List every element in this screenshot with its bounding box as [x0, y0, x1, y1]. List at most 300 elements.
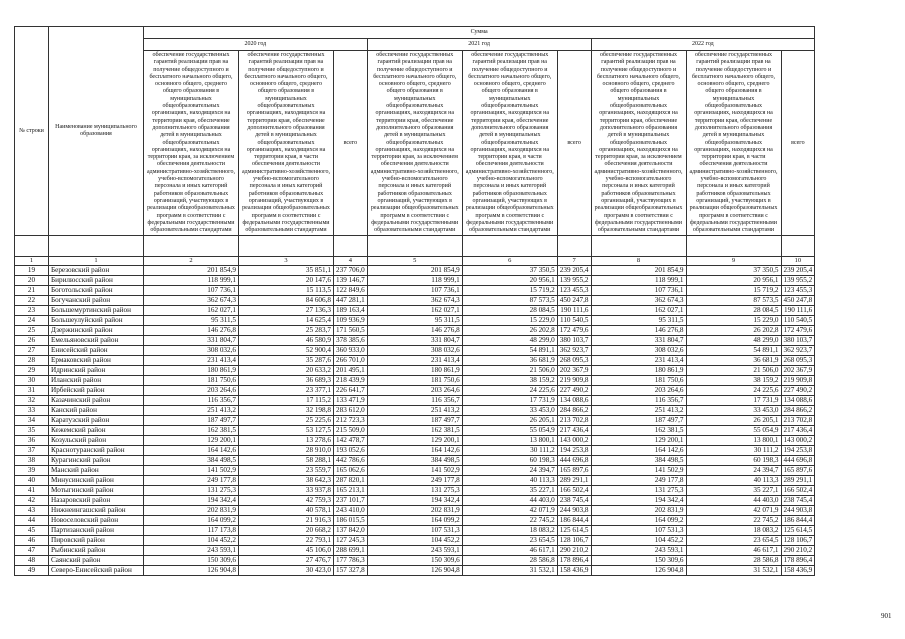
value-cell: 178 896,4 [781, 556, 815, 566]
value-cell: 40 113,3 [686, 476, 781, 486]
value-cell: 142 478,7 [334, 436, 368, 446]
value-cell: 42 759,3 [239, 496, 334, 506]
value-cell: 44 403,0 [462, 496, 557, 506]
value-cell: 201 495,1 [334, 366, 368, 376]
municipality-name-cell: Емельяновский район [49, 336, 144, 346]
municipality-name-cell: Иланский район [49, 376, 144, 386]
table-row [15, 286, 815, 296]
value-cell: 131 275,3 [367, 486, 462, 496]
value-cell: 14 625,4 [239, 316, 334, 326]
table-body [15, 27, 815, 576]
value-cell: 180 861,9 [367, 366, 462, 376]
value-cell: 21 506,0 [686, 366, 781, 376]
value-cell: 164 099,2 [144, 516, 239, 526]
value-cell: 362 674,3 [144, 296, 239, 306]
spacer-cell [462, 236, 557, 257]
value-cell: 244 903,8 [557, 506, 591, 516]
value-cell: 331 804,7 [591, 336, 686, 346]
row-number-cell: 48 [15, 556, 49, 566]
value-cell: 109 936,9 [334, 316, 368, 326]
value-cell: 95 311,5 [591, 316, 686, 326]
value-cell: 27 476,7 [239, 556, 334, 566]
value-cell: 133 471,9 [334, 396, 368, 406]
value-cell: 187 497,7 [367, 416, 462, 426]
value-cell: 213 702,8 [557, 416, 591, 426]
value-cell: 284 866,2 [781, 406, 815, 416]
table-row [15, 426, 815, 436]
column-index: 10 [781, 257, 815, 266]
value-cell: 44 403,0 [686, 496, 781, 506]
value-cell: 194 253,8 [557, 446, 591, 456]
value-cell: 33 937,8 [239, 486, 334, 496]
value-cell: 55 054,9 [462, 426, 557, 436]
row-number-cell: 45 [15, 526, 49, 536]
value-cell: 150 309,6 [591, 556, 686, 566]
value-cell: 20 956,1 [686, 276, 781, 286]
value-cell: 58 288,1 [239, 456, 334, 466]
header-row-number: № строки [15, 27, 49, 236]
table-row [15, 316, 815, 326]
value-cell: 125 614,5 [781, 526, 815, 536]
value-cell: 24 225,6 [462, 386, 557, 396]
value-cell: 42 071,9 [462, 506, 557, 516]
value-cell: 164 099,2 [367, 516, 462, 526]
row-number-cell: 23 [15, 306, 49, 316]
value-cell: 308 032,6 [144, 346, 239, 356]
table-row [15, 536, 815, 546]
value-cell: 186 844,4 [781, 516, 815, 526]
value-cell: 139 146,7 [334, 276, 368, 286]
column-index: 8 [591, 257, 686, 266]
spacer-cell [144, 236, 239, 257]
row-number-cell: 25 [15, 326, 49, 336]
value-cell: 190 111,6 [781, 306, 815, 316]
table-row [15, 556, 815, 566]
value-cell: 139 955,2 [557, 276, 591, 286]
row-number-cell: 40 [15, 476, 49, 486]
value-cell: 15 229,0 [686, 316, 781, 326]
value-cell: 166 502,4 [781, 486, 815, 496]
row-number-cell: 43 [15, 506, 49, 516]
header-row-sum [15, 27, 815, 39]
value-cell: 143 000,2 [781, 436, 815, 446]
value-cell: 46 580,9 [239, 336, 334, 346]
value-cell: 35 227,1 [462, 486, 557, 496]
value-cell: 128 106,7 [557, 536, 591, 546]
municipality-name-cell: Партизанский район [49, 526, 144, 536]
value-cell: 110 540,5 [781, 316, 815, 326]
value-cell: 28 084,5 [686, 306, 781, 316]
municipality-name-cell: Курагинский район [49, 456, 144, 466]
municipality-name-cell: Ирбейский район [49, 386, 144, 396]
value-cell: 54 891,1 [462, 346, 557, 356]
value-cell: 203 264,6 [144, 386, 239, 396]
value-cell: 362 923,7 [781, 346, 815, 356]
header-2020-sub-b: обеспечение государственных гарантий реализации прав на получение общедоступного и бесплатного начального общего, основного общего, среднего общего образования в муниципальных общеобразовательных организациях, находящихся на территории края, обеспечение дополнительного образования детей в муниципальных общеобразовательных организациях, находящихся на территории края, в части обеспечения деятельности административно-хозяйственного, учебно-вспомогательного персонала и иных категорий работников образовательных организаций, участвующих в реализации общеобразовательных программ в соответствии с федеральными государственными образовательными стандартами [239, 51, 334, 236]
municipality-name-cell: Енисейский район [49, 346, 144, 356]
municipality-name-cell: Боготольский район [49, 286, 144, 296]
value-cell: 87 573,5 [462, 296, 557, 306]
row-number-cell: 32 [15, 396, 49, 406]
value-cell: 38 642,3 [239, 476, 334, 486]
value-cell: 20 956,1 [462, 276, 557, 286]
column-index: 7 [557, 257, 591, 266]
row-number-cell: 22 [15, 296, 49, 306]
value-cell: 26 202,8 [686, 326, 781, 336]
table-row [15, 476, 815, 486]
value-cell: 283 612,0 [334, 406, 368, 416]
municipality-name-cell: Манский район [49, 466, 144, 476]
value-cell: 110 540,5 [557, 316, 591, 326]
value-cell: 181 750,6 [144, 376, 239, 386]
value-cell: 227 490,2 [557, 386, 591, 396]
value-cell: 202 831,9 [591, 506, 686, 516]
value-cell: 31 532,1 [462, 566, 557, 576]
value-cell: 217 436,4 [781, 426, 815, 436]
value-cell: 24 394,7 [686, 466, 781, 476]
municipality-name-cell: Краснотуранский район [49, 446, 144, 456]
value-cell: 165 897,6 [781, 466, 815, 476]
row-number-cell: 42 [15, 496, 49, 506]
value-cell: 116 356,7 [367, 396, 462, 406]
table-row [15, 366, 815, 376]
value-cell: 118 999,1 [367, 276, 462, 286]
value-cell: 203 264,6 [367, 386, 462, 396]
header-spacer-row [15, 236, 815, 257]
municipality-name-cell: Новоселовский район [49, 516, 144, 526]
spacer-cell [557, 236, 591, 257]
value-cell: 178 896,4 [557, 556, 591, 566]
value-cell: 219 909,8 [557, 376, 591, 386]
value-cell: 251 413,2 [591, 406, 686, 416]
value-cell: 378 385,6 [334, 336, 368, 346]
table-row [15, 446, 815, 456]
municipality-name-cell: Канский район [49, 406, 144, 416]
value-cell: 24 394,7 [462, 466, 557, 476]
municipality-name-cell: Рыбинский район [49, 546, 144, 556]
value-cell: 129 200,1 [367, 436, 462, 446]
table-row [15, 526, 815, 536]
row-number-cell: 19 [15, 266, 49, 276]
value-cell: 202 831,9 [367, 506, 462, 516]
value-cell: 23 654,5 [462, 536, 557, 546]
row-number-cell: 27 [15, 346, 49, 356]
value-cell: 25 283,7 [239, 326, 334, 336]
value-cell: 23 377,1 [239, 386, 334, 396]
municipality-name-cell: Березовский район [49, 266, 144, 276]
spacer-cell [686, 236, 781, 257]
value-cell: 231 413,4 [367, 356, 462, 366]
value-cell: 362 923,7 [557, 346, 591, 356]
value-cell: 46 617,1 [686, 546, 781, 556]
value-cell: 165 897,6 [557, 466, 591, 476]
municipality-name-cell: Богучанский район [49, 296, 144, 306]
municipality-name-cell: Бирилюсский район [49, 276, 144, 286]
value-cell: 227 490,2 [781, 386, 815, 396]
value-cell: 25 225,6 [239, 416, 334, 426]
value-cell: 17 731,9 [462, 396, 557, 406]
header-2020-sub-a: обеспечение государственных гарантий реализации прав на получение общедоступного и бесплатного начального общего, основного общего, среднего общего образования в муниципальных общеобразовательных организациях, находящихся на территории края, обеспечение дополнительного образования детей в муниципальных общеобразовательных организациях, находящихся на территории края, за исключением обеспечения деятельности административно-хозяйственного, учебно-вспомогательного персонала и иных категорий работников образовательных организаций, участвующих в реализации общеобразовательных программ в соответствии с федеральными государственными образовательными стандартами [144, 51, 239, 236]
value-cell: 40 578,1 [239, 506, 334, 516]
value-cell: 380 103,7 [781, 336, 815, 346]
value-cell: 268 095,3 [557, 356, 591, 366]
value-cell: 249 177,8 [591, 476, 686, 486]
value-cell: 53 127,5 [239, 426, 334, 436]
value-cell: 24 225,6 [686, 386, 781, 396]
value-cell: 164 142,6 [144, 446, 239, 456]
header-municipality-name: Наименование муниципального образования [49, 27, 144, 236]
spacer-cell [781, 236, 815, 257]
value-cell: 239 205,4 [557, 266, 591, 276]
value-cell: 239 205,4 [781, 266, 815, 276]
value-cell: 127 245,3 [334, 536, 368, 546]
value-cell: 30 111,2 [462, 446, 557, 456]
header-2022-sub-b: обеспечение государственных гарантий реализации прав на получение общедоступного и бесплатного начального общего, основного общего, среднего общего образования в муниципальных общеобразовательных организациях, находящихся на территории края, обеспечение дополнительного образования детей в муниципальных общеобразовательных организациях, находящихся на территории края, в части обеспечения деятельности административно-хозяйственного, учебно-вспомогательного персонала и иных категорий работников образовательных организаций, участвующих в реализации общеобразовательных программ в соответствии с федеральными государственными образовательными стандартами [686, 51, 781, 236]
value-cell: 18 083,2 [686, 526, 781, 536]
value-cell: 158 436,9 [781, 566, 815, 576]
value-cell: 60 198,3 [462, 456, 557, 466]
value-cell: 60 198,3 [686, 456, 781, 466]
value-cell: 126 904,8 [591, 566, 686, 576]
header-2022-total: всего [781, 51, 815, 236]
value-cell: 194 342,4 [591, 496, 686, 506]
value-cell: 129 200,1 [591, 436, 686, 446]
column-index-row [15, 257, 815, 266]
row-number-cell: 38 [15, 456, 49, 466]
value-cell: 131 275,3 [591, 486, 686, 496]
value-cell: 128 106,7 [781, 536, 815, 546]
value-cell: 15 719,2 [462, 286, 557, 296]
value-cell: 162 027,1 [144, 306, 239, 316]
value-cell: 95 311,5 [144, 316, 239, 326]
value-cell: 157 327,8 [334, 566, 368, 576]
value-cell: 36 689,3 [239, 376, 334, 386]
value-cell: 201 854,9 [144, 266, 239, 276]
spacer-cell [591, 236, 686, 257]
header-2021-sub-a: обеспечение государственных гарантий реализации прав на получение общедоступного и бесплатного начального общего, основного общего, среднего общего образования в муниципальных общеобразовательных организациях, находящихся на территории края, обеспечение дополнительного образования детей в муниципальных общеобразовательных организациях, находящихся на территории края, за исключением обеспечения деятельности административно-хозяйственного, учебно-вспомогательного персонала и иных категорий работников образовательных организаций, участвующих в реализации общеобразовательных программ в соответствии с федеральными государственными образовательными стандартами [367, 51, 462, 236]
value-cell: 48 299,0 [462, 336, 557, 346]
value-cell: 13 278,6 [239, 436, 334, 446]
value-cell: 180 861,9 [144, 366, 239, 376]
table-row [15, 496, 815, 506]
header-2021-total: всего [557, 51, 591, 236]
row-number-cell: 39 [15, 466, 49, 476]
row-number-cell: 37 [15, 446, 49, 456]
value-cell: 187 497,7 [591, 416, 686, 426]
value-cell: 20 147,6 [239, 276, 334, 286]
value-cell: 450 247,8 [557, 296, 591, 306]
value-cell: 48 299,0 [686, 336, 781, 346]
value-cell: 290 210,2 [557, 546, 591, 556]
value-cell: 17 731,9 [686, 396, 781, 406]
value-cell: 123 455,3 [557, 286, 591, 296]
value-cell: 22 793,1 [239, 536, 334, 546]
value-cell: 238 745,4 [557, 496, 591, 506]
value-cell: 172 479,6 [781, 326, 815, 336]
value-cell: 139 955,2 [781, 276, 815, 286]
value-cell: 146 276,8 [144, 326, 239, 336]
column-index: 1 [49, 257, 144, 266]
value-cell: 217 436,4 [557, 426, 591, 436]
value-cell: 150 309,6 [144, 556, 239, 566]
value-cell: 28 084,5 [462, 306, 557, 316]
value-cell: 266 701,0 [334, 356, 368, 366]
value-cell: 194 253,8 [781, 446, 815, 456]
value-cell: 202 367,9 [781, 366, 815, 376]
value-cell: 37 350,5 [686, 266, 781, 276]
value-cell: 84 606,8 [239, 296, 334, 306]
value-cell: 107 736,1 [367, 286, 462, 296]
municipality-name-cell: Казачинский район [49, 396, 144, 406]
column-index: 5 [367, 257, 462, 266]
row-number-cell: 28 [15, 356, 49, 366]
budget-table-page [14, 26, 815, 576]
value-cell: 30 111,2 [686, 446, 781, 456]
value-cell: 27 136,3 [239, 306, 334, 316]
value-cell: 181 750,6 [591, 376, 686, 386]
value-cell: 162 027,1 [367, 306, 462, 316]
value-cell: 15 113,5 [239, 286, 334, 296]
column-index: 6 [462, 257, 557, 266]
value-cell: 243 593,1 [591, 546, 686, 556]
value-cell: 450 247,8 [781, 296, 815, 306]
value-cell: 219 909,8 [781, 376, 815, 386]
value-cell: 15 719,2 [686, 286, 781, 296]
row-number-cell: 33 [15, 406, 49, 416]
value-cell: 28 910,0 [239, 446, 334, 456]
value-cell: 172 479,6 [557, 326, 591, 336]
value-cell: 20 633,2 [239, 366, 334, 376]
value-cell: 116 356,7 [144, 396, 239, 406]
value-cell: 290 210,2 [781, 546, 815, 556]
value-cell: 107 736,1 [591, 286, 686, 296]
row-number-cell: 36 [15, 436, 49, 446]
value-cell: 118 999,1 [144, 276, 239, 286]
table-row [15, 466, 815, 476]
table-row [15, 326, 815, 336]
table-row [15, 436, 815, 446]
row-number-cell: 31 [15, 386, 49, 396]
table-row [15, 266, 815, 276]
value-cell: 384 498,5 [144, 456, 239, 466]
municipality-name-cell: Нижнеингашский район [49, 506, 144, 516]
value-cell: 134 088,6 [781, 396, 815, 406]
value-cell: 268 095,3 [781, 356, 815, 366]
value-cell: 23 559,7 [239, 466, 334, 476]
row-number-cell: 20 [15, 276, 49, 286]
municipality-name-cell: Минусинский район [49, 476, 144, 486]
value-cell: 177 786,3 [334, 556, 368, 566]
value-cell: 165 213,1 [334, 486, 368, 496]
value-cell: 26 205,1 [462, 416, 557, 426]
value-cell: 118 999,1 [591, 276, 686, 286]
value-cell: 17 115,2 [239, 396, 334, 406]
value-cell: 194 342,4 [367, 496, 462, 506]
column-index: 2 [144, 257, 239, 266]
value-cell: 143 000,2 [557, 436, 591, 446]
value-cell: 231 413,4 [591, 356, 686, 366]
value-cell: 362 674,3 [367, 296, 462, 306]
value-cell: 194 342,4 [144, 496, 239, 506]
column-index: 1 [15, 257, 49, 266]
value-cell: 289 291,1 [781, 476, 815, 486]
value-cell: 308 032,6 [367, 346, 462, 356]
value-cell: 18 083,2 [462, 526, 557, 536]
value-cell: 36 681,9 [686, 356, 781, 366]
value-cell: 186 844,4 [557, 516, 591, 526]
value-cell: 288 699,1 [334, 546, 368, 556]
table-row [15, 386, 815, 396]
value-cell: 203 264,6 [591, 386, 686, 396]
table-row [15, 516, 815, 526]
value-cell: 226 641,7 [334, 386, 368, 396]
table-row [15, 566, 815, 576]
value-cell: 37 350,5 [462, 266, 557, 276]
page-number: 901 [881, 612, 892, 620]
municipality-name-cell: Саянский район [49, 556, 144, 566]
spacer-cell [239, 236, 334, 257]
value-cell: 193 052,6 [334, 446, 368, 456]
value-cell: 190 111,6 [557, 306, 591, 316]
value-cell: 104 452,2 [591, 536, 686, 546]
row-number-cell: 30 [15, 376, 49, 386]
value-cell: 126 904,8 [367, 566, 462, 576]
value-cell: 218 439,9 [334, 376, 368, 386]
row-number-cell: 26 [15, 336, 49, 346]
value-cell: 54 891,1 [686, 346, 781, 356]
value-cell: 35 227,1 [686, 486, 781, 496]
value-cell: 15 229,0 [462, 316, 557, 326]
header-year-2020: 2020 год [144, 39, 368, 51]
value-cell: 186 015,5 [334, 516, 368, 526]
value-cell: 123 455,3 [781, 286, 815, 296]
spacer-cell [49, 236, 144, 257]
value-cell: 251 413,2 [367, 406, 462, 416]
header-2022-sub-a: обеспечение государственных гарантий реализации прав на получение общедоступного и бесплатного начального общего, основного общего, среднего общего образования в муниципальных общеобразовательных организациях, находящихся на территории края, обеспечение дополнительного образования детей в муниципальных общеобразовательных организациях, находящихся на территории края, за исключением обеспечения деятельности административно-хозяйственного, учебно-вспомогательного персонала и иных категорий работников образовательных организаций, участвующих в реализации общеобразовательных программ в соответствии с федеральными государственными образовательными стандартами [591, 51, 686, 236]
value-cell: 23 654,5 [686, 536, 781, 546]
value-cell: 237 101,7 [334, 496, 368, 506]
table-row [15, 486, 815, 496]
value-cell: 164 099,2 [591, 516, 686, 526]
value-cell: 380 103,7 [557, 336, 591, 346]
value-cell: 384 498,5 [367, 456, 462, 466]
value-cell: 237 706,0 [334, 266, 368, 276]
municipality-name-cell: Каратузский район [49, 416, 144, 426]
spacer-cell [334, 236, 368, 257]
value-cell: 164 142,6 [367, 446, 462, 456]
value-cell: 33 453,0 [686, 406, 781, 416]
value-cell: 13 800,1 [686, 436, 781, 446]
municipality-name-cell: Большеулуйский район [49, 316, 144, 326]
value-cell: 45 106,0 [239, 546, 334, 556]
value-cell: 33 453,0 [462, 406, 557, 416]
value-cell: 249 177,8 [367, 476, 462, 486]
value-cell: 125 614,5 [557, 526, 591, 536]
value-cell: 28 586,8 [686, 556, 781, 566]
row-number-cell: 44 [15, 516, 49, 526]
value-cell: 201 854,9 [367, 266, 462, 276]
value-cell: 87 573,5 [686, 296, 781, 306]
value-cell: 331 804,7 [144, 336, 239, 346]
value-cell: 107 531,3 [591, 526, 686, 536]
value-cell: 35 287,6 [239, 356, 334, 366]
table-row [15, 346, 815, 356]
spacer-cell [15, 236, 49, 257]
header-2020-total: всего [334, 51, 368, 236]
value-cell: 243 593,1 [144, 546, 239, 556]
value-cell: 231 413,4 [144, 356, 239, 366]
row-number-cell: 46 [15, 536, 49, 546]
